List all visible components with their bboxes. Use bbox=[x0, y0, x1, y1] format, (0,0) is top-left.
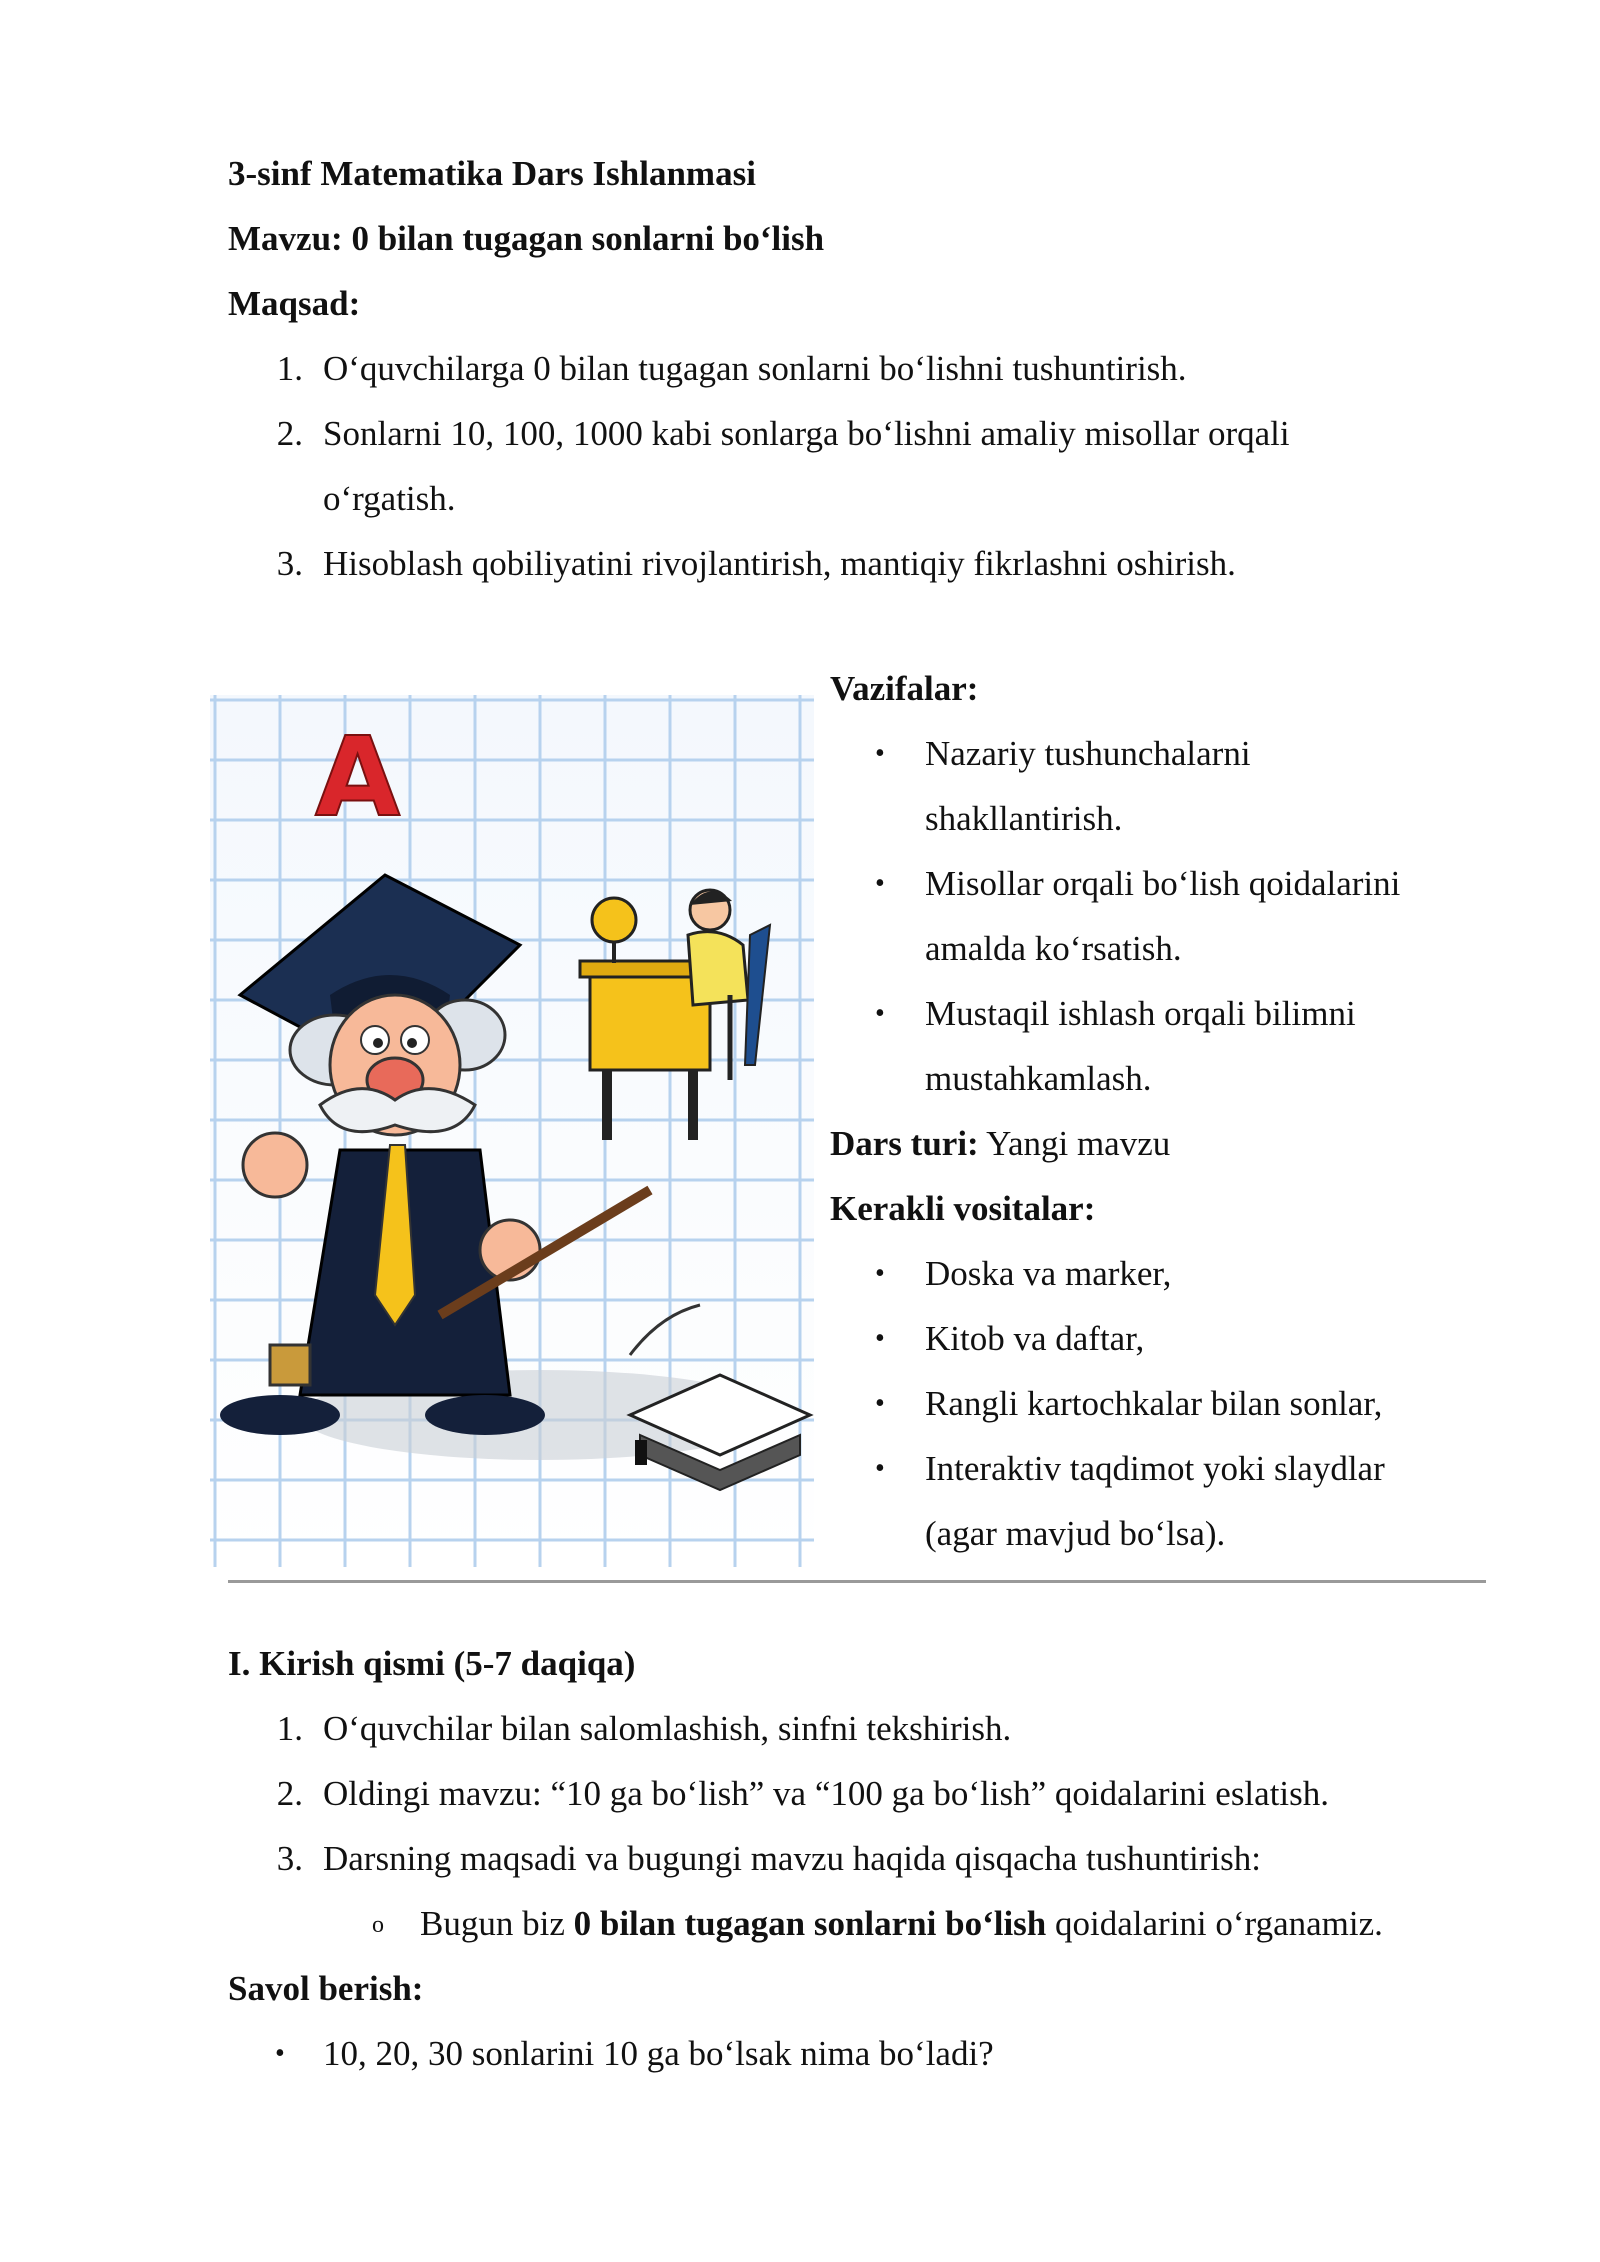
bullet-marker: • bbox=[875, 1388, 885, 1419]
lesson-type-label: Dars turi: bbox=[830, 1124, 979, 1163]
bullet-marker: • bbox=[875, 998, 885, 1029]
list-number: 2. bbox=[276, 414, 303, 453]
list-item-continuation: (agar mavjud bo‘lsa). bbox=[925, 1514, 1226, 1553]
list-item: O‘quvchilarga 0 bilan tugagan sonlarni bo‘lishni tushuntirish. bbox=[323, 349, 1187, 388]
topic-line: Mavzu: 0 bilan tugagan sonlarni bo‘lish bbox=[228, 219, 825, 258]
lesson-type-line bbox=[830, 1122, 1170, 1166]
bullet-marker: • bbox=[875, 1258, 885, 1289]
list-item-continuation: amalda ko‘rsatish. bbox=[925, 929, 1182, 968]
list-number: 1. bbox=[276, 349, 303, 388]
list-item: Mustaqil ishlash orqali bilimni bbox=[925, 994, 1356, 1033]
list-item-continuation: shakllantirish. bbox=[925, 799, 1123, 838]
sub-item-bold: 0 bilan tugagan sonlarni bo‘lish bbox=[573, 1904, 1047, 1943]
list-item: Doska va marker, bbox=[925, 1254, 1172, 1293]
list-number: 3. bbox=[276, 544, 303, 583]
list-item: Kitob va daftar, bbox=[925, 1319, 1145, 1358]
bullet-marker: • bbox=[275, 2038, 285, 2069]
tools-heading: Kerakli vositalar: bbox=[830, 1189, 1096, 1228]
goal-heading: Maqsad: bbox=[228, 284, 361, 323]
professor-illustration bbox=[210, 695, 814, 1567]
tasks-heading: Vazifalar: bbox=[830, 669, 979, 708]
list-item: Misollar orqali bo‘lish qoidalarini bbox=[925, 864, 1401, 903]
list-number: 3. bbox=[276, 1839, 303, 1878]
questions-heading: Savol berish: bbox=[228, 1969, 424, 2008]
sub-item-text: Bugun biz bbox=[420, 1904, 574, 1943]
lesson-type-value: Yangi mavzu bbox=[986, 1124, 1171, 1163]
section-divider bbox=[228, 1580, 1486, 1583]
list-item-continuation: mustahkamlash. bbox=[925, 1059, 1152, 1098]
document-title: 3-sinf Matematika Dars Ishlanmasi bbox=[228, 154, 756, 193]
bullet-marker: • bbox=[875, 1453, 885, 1484]
sub-item-text-end: qoidalarini o‘rganamiz. bbox=[1046, 1904, 1383, 1943]
list-item: Rangli kartochkalar bilan sonlar, bbox=[925, 1384, 1383, 1423]
list-item-continuation: o‘rgatish. bbox=[323, 479, 456, 518]
sub-bullet-marker: o bbox=[372, 1912, 384, 1938]
bullet-marker: • bbox=[875, 868, 885, 899]
intro-heading: I. Kirish qismi (5-7 daqiqa) bbox=[228, 1644, 636, 1683]
list-item: Hisoblash qobiliyatini rivojlantirish, mantiqiy fikrlashni oshirish. bbox=[323, 544, 1236, 583]
list-number: 2. bbox=[276, 1774, 303, 1813]
list-item: Sonlarni 10, 100, 1000 kabi sonlarga bo‘lishni amaliy misollar orqali bbox=[323, 414, 1290, 453]
list-item: O‘quvchilar bilan salomlashish, sinfni tekshirish. bbox=[323, 1709, 1012, 1748]
list-item: Interaktiv taqdimot yoki slaydlar bbox=[925, 1449, 1385, 1488]
list-item: Oldingi mavzu: “10 ga bo‘lish” va “100 ga bo‘lish” qoidalarini eslatish. bbox=[323, 1774, 1330, 1813]
bullet-marker: • bbox=[875, 738, 885, 769]
list-item: 10, 20, 30 sonlarini 10 ga bo‘lsak nima bo‘ladi? bbox=[323, 2034, 994, 2073]
sub-list-item bbox=[420, 1902, 1383, 1946]
bullet-marker: • bbox=[875, 1323, 885, 1354]
letter-a-graphic: A bbox=[315, 713, 401, 841]
list-item: Nazariy tushunchalarni bbox=[925, 734, 1251, 773]
list-number: 1. bbox=[276, 1709, 303, 1748]
list-item: Darsning maqsadi va bugungi mavzu haqida qisqacha tushuntirish: bbox=[323, 1839, 1262, 1878]
